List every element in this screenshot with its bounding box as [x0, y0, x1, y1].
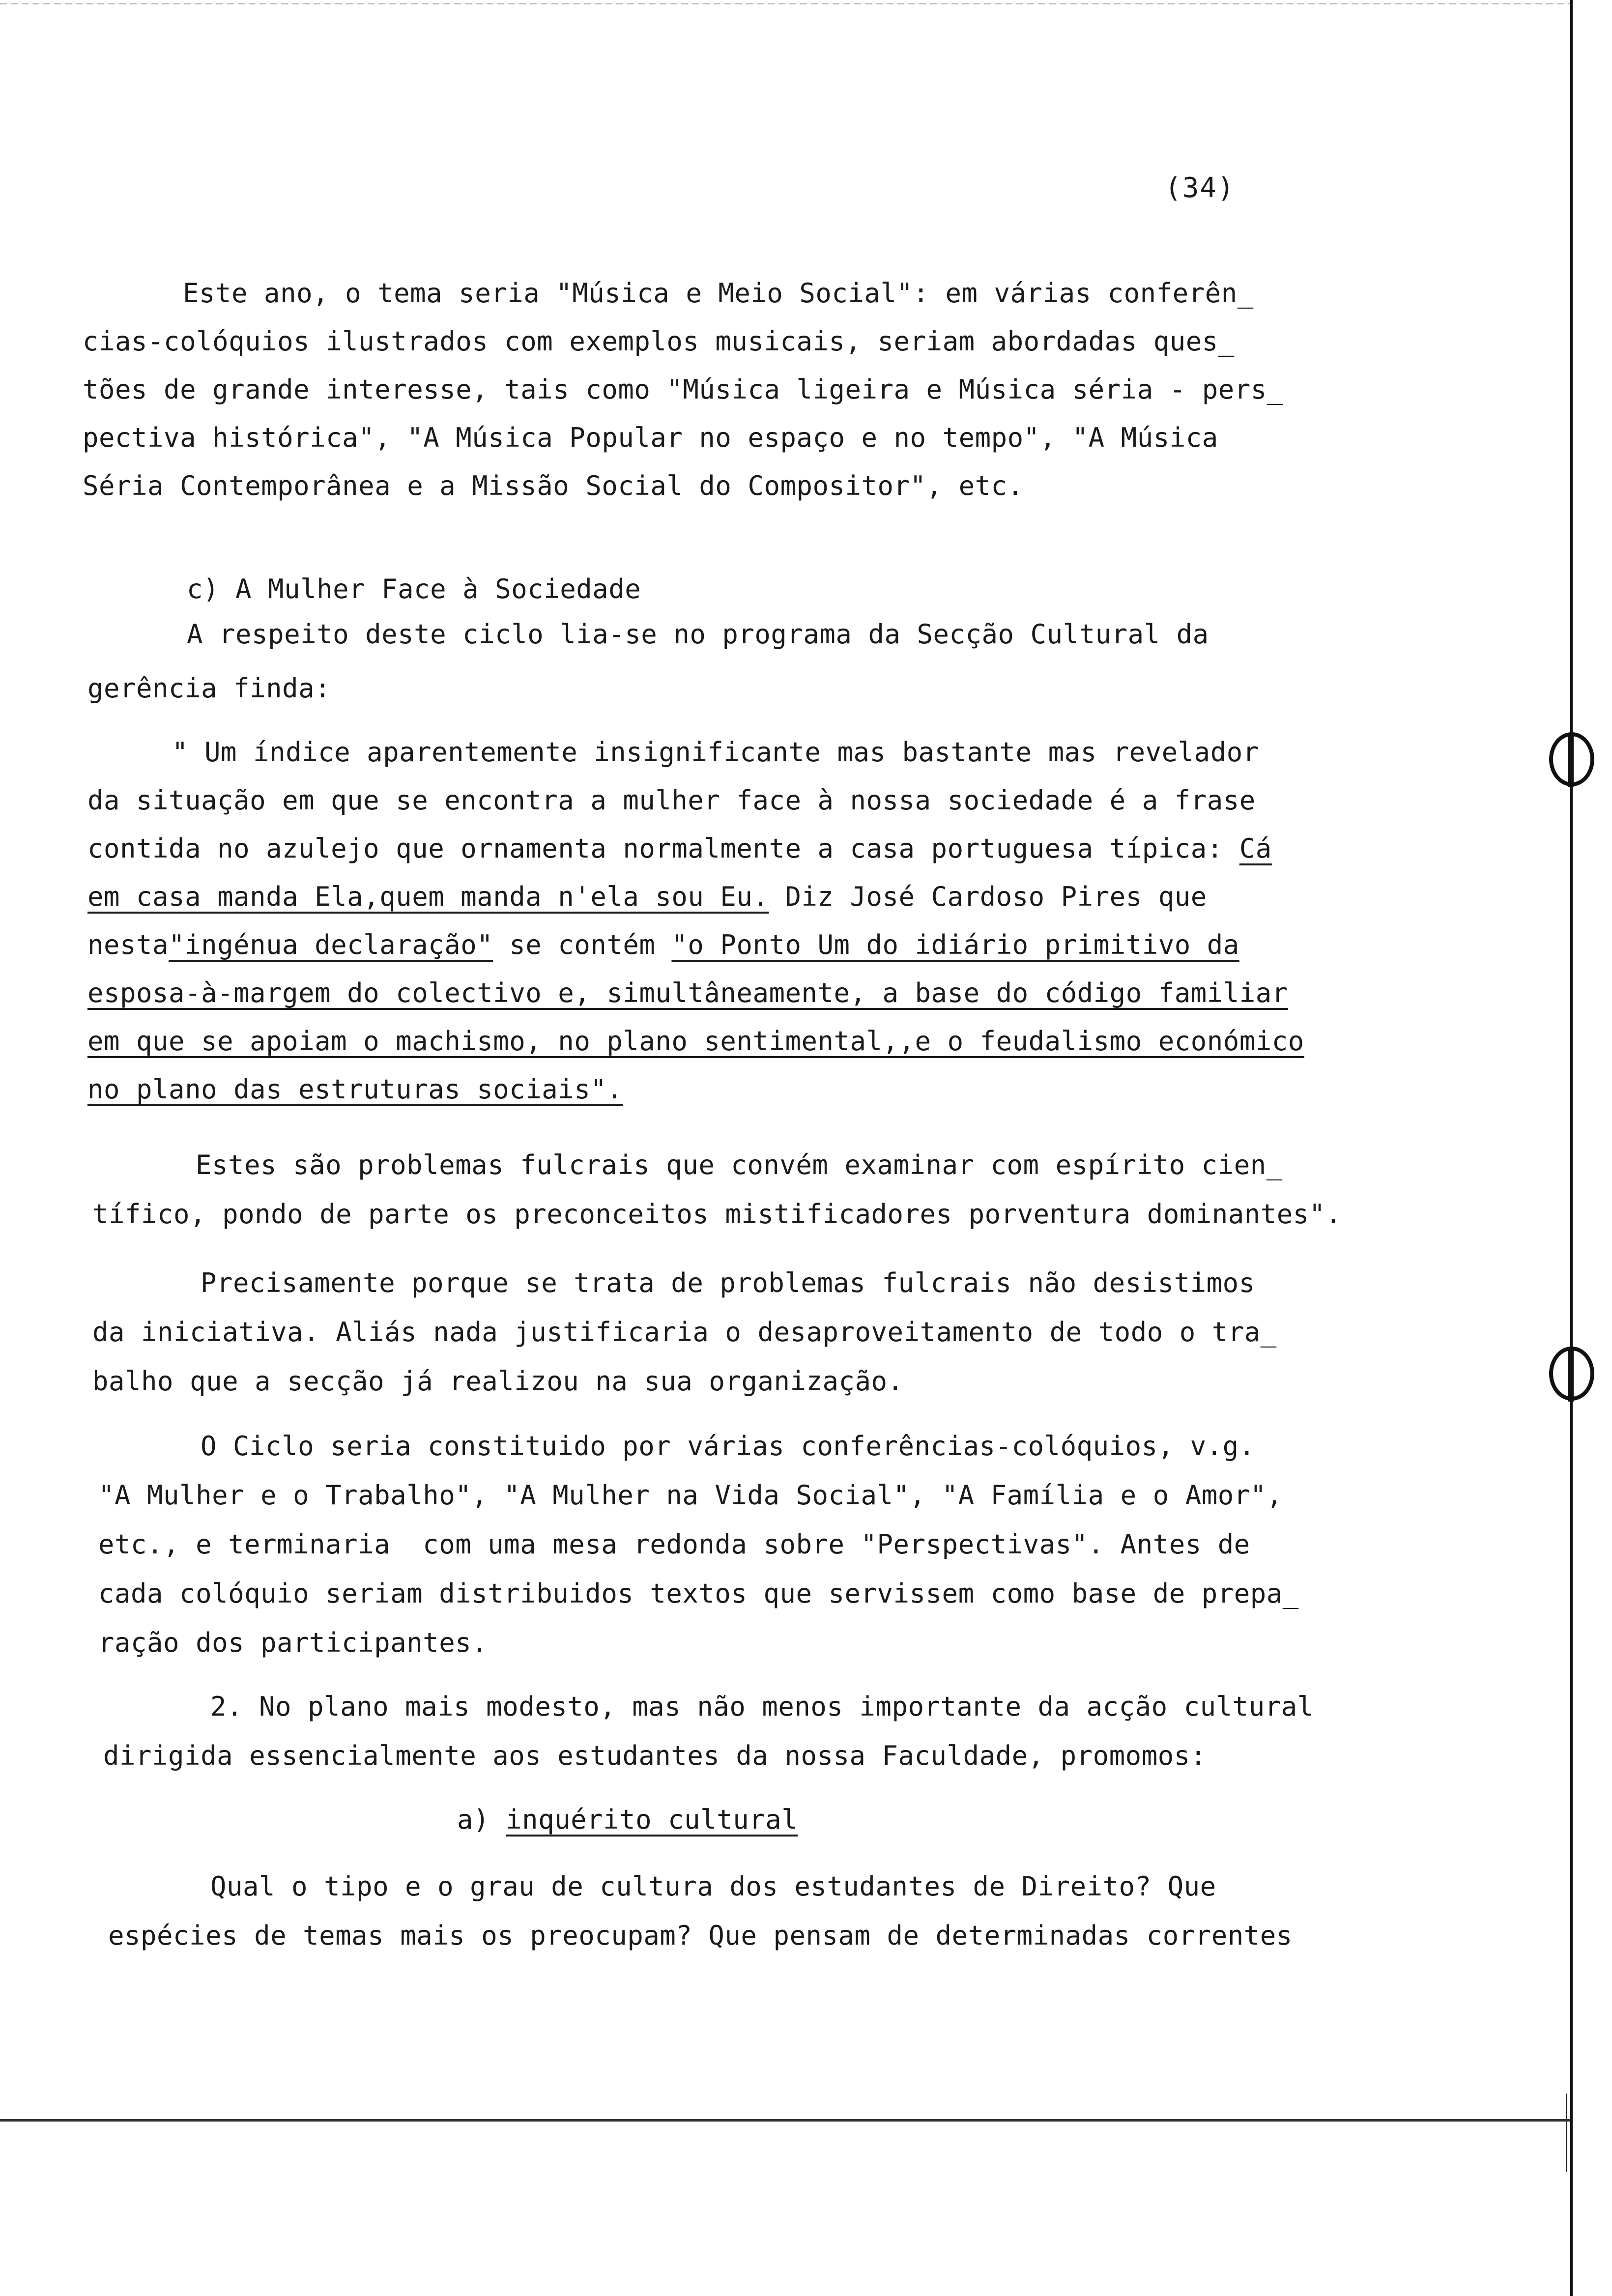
text-line: Este ano, o tema seria "Música e Meio Social": em várias conferên_ [183, 278, 1254, 309]
text-line: cada colóquio seriam distribuidos textos que servissem como base de prepa_ [98, 1578, 1299, 1609]
page-number: (34) [1165, 172, 1235, 204]
text-line: balho que a secção já realizou na sua organização. [92, 1366, 904, 1397]
text-line: Séria Contemporânea e a Missão Social do Compositor", etc. [83, 470, 1024, 501]
text-line: Estes são problemas fulcrais que convém examinar com espírito cien_ [196, 1149, 1283, 1180]
text-line: Qual o tipo e o grau de cultura dos estudantes de Direito? Que [210, 1871, 1216, 1902]
text-line: tífico, pondo de parte os preconceitos mistificadores porventura dominantes". [92, 1199, 1342, 1230]
text-line: espécies de temas mais os preocupam? Que pensam de determinadas correntes [108, 1920, 1293, 1951]
margin-rule [1570, 0, 1573, 2296]
quote-line: " Um índice aparentemente insignificante mas bastante mas revelador [172, 737, 1259, 768]
punch-hole-icon [1549, 732, 1594, 786]
quote-line: esposa-à-margem do colectivo e, simultâneamente, a base do código familiar [87, 977, 1288, 1008]
text-line: da iniciativa. Aliás nada justificaria o desaproveitamento de todo o tra_ [92, 1317, 1277, 1348]
punch-hole-icon [1549, 1347, 1594, 1401]
text-line: etc., e terminaria com uma mesa redonda sobre "Perspectivas". Antes de [98, 1529, 1250, 1560]
quote-line: em que se apoiam o machismo, no plano sentimental,,e o feudalismo económico [87, 1026, 1304, 1057]
text-line: "A Mulher e o Trabalho", "A Mulher na Vida Social", "A Família e o Amor", [98, 1480, 1283, 1511]
quote-line: em casa manda Ela,quem manda n'ela sou Eu. Diz José Cardoso Pires que [87, 881, 1207, 912]
text-line: gerência finda: [87, 673, 331, 704]
margin-rule-mark [1566, 2094, 1567, 2172]
text-line: O Ciclo seria constituido por várias conferências-colóquios, v.g. [201, 1431, 1255, 1462]
text-line: A respeito deste ciclo lia-se no programa da Secção Cultural da [187, 619, 1209, 650]
quote-line: nesta"ingénua declaração" se contém "o Ponto Um do idiário primitivo da [87, 929, 1239, 960]
text-line: Precisamente porque se trata de problemas fulcrais não desistimos [201, 1267, 1255, 1298]
quote-line: da situação em que se encontra a mulher face à nossa sociedade é a frase [87, 785, 1256, 816]
quote-line: contida no azulejo que ornamenta normalmente a casa portuguesa típica: Cá [87, 833, 1272, 864]
text-line: dirigida essencialmente aos estudantes da nossa Faculdade, promomos: [103, 1740, 1207, 1771]
text-line: ração dos participantes. [98, 1627, 488, 1658]
quote-line: no plano das estruturas sociais". [87, 1074, 623, 1105]
text-line: cias-colóquios ilustrados com exemplos musicais, seriam abordadas ques_ [83, 326, 1235, 357]
text-line: pectiva histórica", "A Música Popular no espaço e no tempo", "A Música [83, 422, 1218, 453]
bottom-rule [0, 2119, 1570, 2122]
section-heading: c) A Mulher Face à Sociedade [187, 574, 641, 604]
subsection-heading: a) inquérito cultural [457, 1804, 798, 1835]
text-line: tões de grande interesse, tais como "Música ligeira e Música séria - pers_ [83, 374, 1283, 405]
scan-top-edge [0, 3, 1570, 4]
text-line: 2. No plano mais modesto, mas não menos importante da acção cultural [210, 1691, 1314, 1722]
